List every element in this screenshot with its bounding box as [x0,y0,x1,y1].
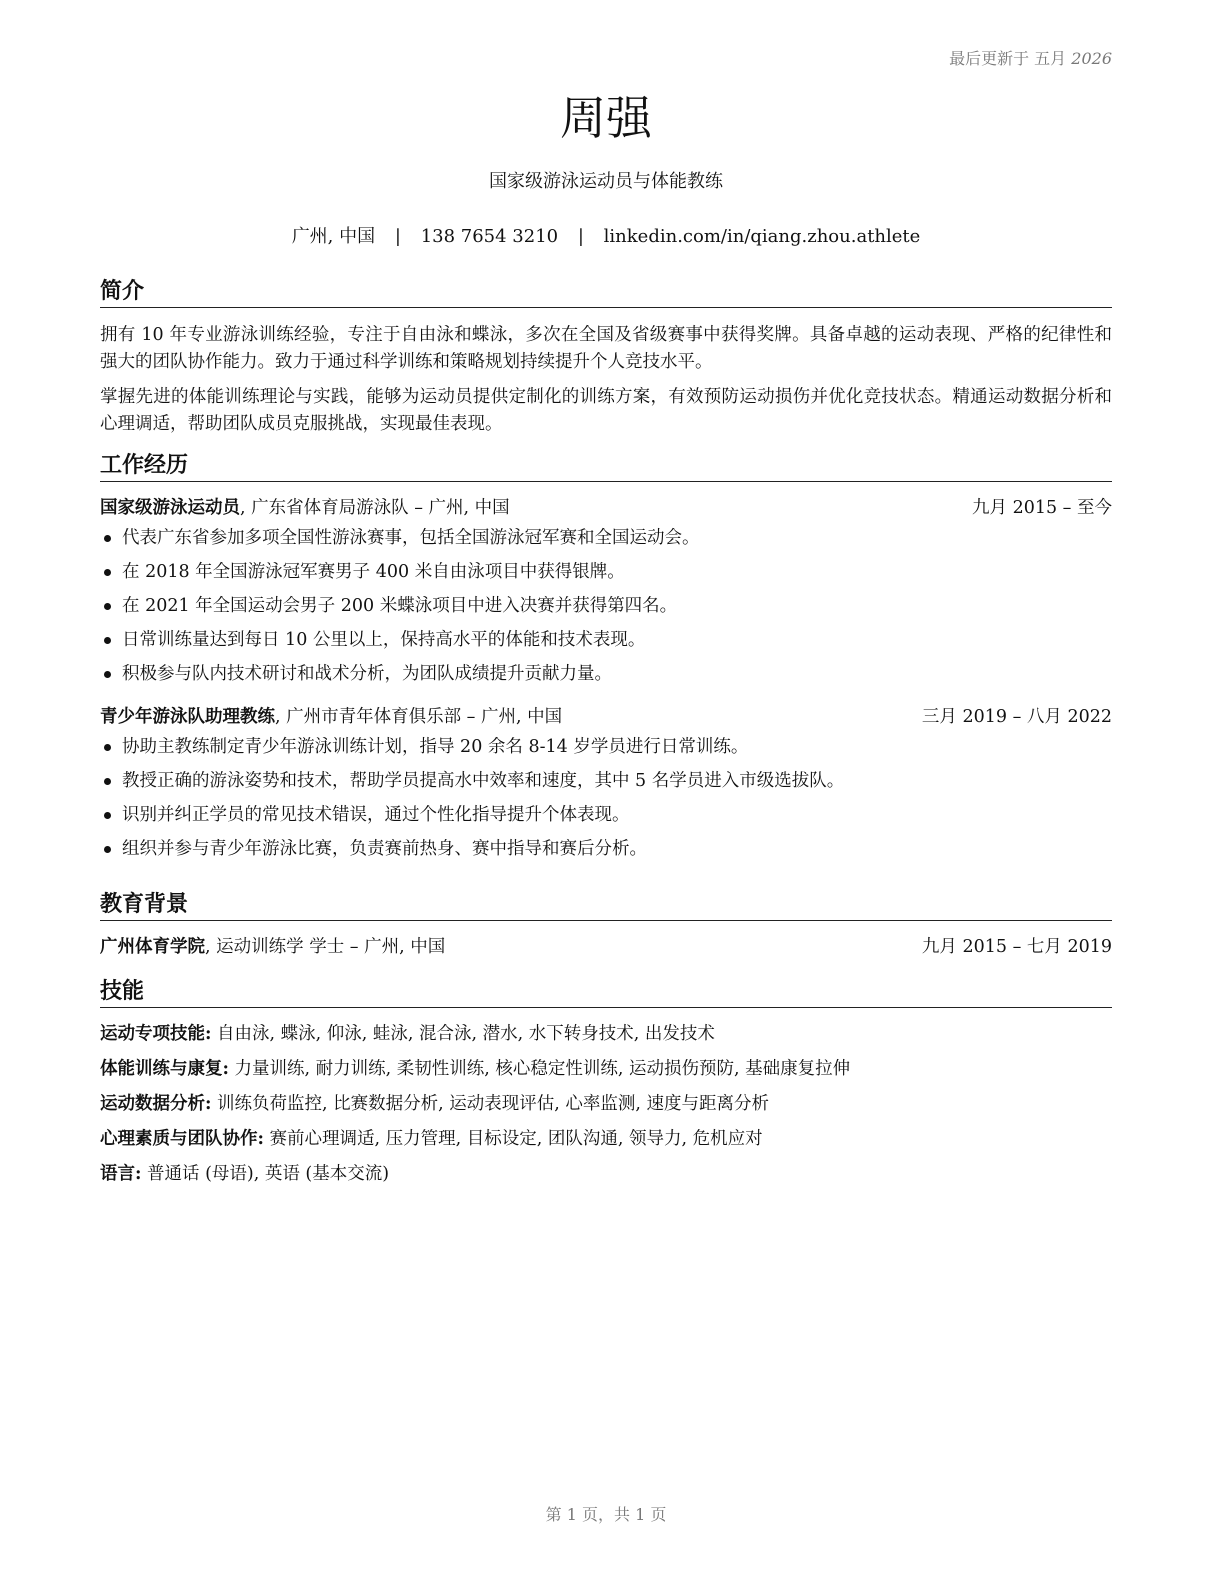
contact-linkedin-link[interactable]: linkedin.com/in/qiang.zhou.athlete [603,226,921,247]
list-item [100,661,1112,687]
skill-value: 训练负荷监控, 比赛数据分析, 运动表现评估, 心率监测, 速度与距离分析 [211,1094,770,1114]
skill-label: 语言: [100,1164,142,1184]
job-entry [100,704,1112,862]
list-item [100,559,1112,585]
education-school: 广州体育学院 [100,937,205,957]
contact-location: 广州, 中国 [291,226,376,247]
list-item [100,836,1112,862]
experience-heading: 工作经历 [100,452,1112,482]
skill-row [100,1161,1112,1187]
resume-page [100,0,1112,1584]
bullet-text: 在 2021 年全国运动会男子 200 米蝶泳项目中进入决赛并获得第四名。 [122,596,678,616]
contact-separator: | [394,226,401,247]
skill-label: 运动数据分析: [100,1094,212,1114]
bullet-icon [104,846,111,853]
education-detail: , 运动训练学 学士 – 广州, 中国 [205,937,446,957]
skill-label: 心理素质与团队协作: [100,1129,264,1149]
bullet-icon [104,671,111,678]
page-number: 第 1 页，共 1 页 [545,1505,667,1524]
bullet-text: 识别并纠正学员的常见技术错误，通过个性化指导提升个体表现。 [122,805,630,825]
summary-section [100,278,1112,438]
bullet-icon [104,603,111,610]
contact-line [100,225,1112,249]
list-item [100,627,1112,653]
list-item [100,593,1112,619]
summary-paragraph: 掌握先进的体能训练理论与实践，能够为运动员提供定制化的训练方案，有效预防运动损伤并优化竞技状态。精通运动数据分析和心理调适，帮助团队成员克服挑战，实现最佳表现。 [100,387,1112,434]
skill-value: 力量训练, 耐力训练, 柔韧性训练, 核心稳定性训练, 运动损伤预防, 基础康复拉伸 [228,1059,851,1079]
last-updated [949,46,1112,69]
skill-label: 运动专项技能: [100,1024,212,1044]
bullet-text: 在 2018 年全国游泳冠军赛男子 400 米自由泳项目中获得银牌。 [122,562,625,582]
job-bullet-list [100,734,1112,862]
summary-heading: 简介 [100,278,1112,308]
skill-value: 自由泳, 蝶泳, 仰泳, 蛙泳, 混合泳, 潜水, 水下转身技术, 出发技术 [211,1024,715,1044]
list-item [100,525,1112,551]
job-header [100,704,1112,730]
bullet-text: 日常训练量达到每日 10 公里以上，保持高水平的体能和技术表现。 [122,630,646,650]
skills-section [100,978,1112,1196]
list-item [100,802,1112,828]
education-section [100,891,1112,960]
bullet-icon [104,744,111,751]
job-organization: , 广东省体育局游泳队 – 广州, 中国 [240,498,510,518]
person-title: 国家级游泳运动员与体能教练 [489,171,723,192]
bullet-icon [104,778,111,785]
contact-separator: | [577,226,584,247]
bullet-icon [104,637,111,644]
skills-list [100,1021,1112,1187]
job-dates: 三月 2019 – 八月 2022 [921,707,1112,727]
skill-row [100,1126,1112,1152]
list-item [100,768,1112,794]
person-name: 周强 [560,91,652,145]
last-updated-prefix: 最后更新于 五月 [949,49,1067,68]
skill-row [100,1021,1112,1047]
contact-phone: 138 7654 3210 [420,226,559,247]
summary-paragraph: 拥有 10 年专业游泳训练经验，专注于自由泳和蝶泳，多次在全国及省级赛事中获得奖牌。具备卓越的运动表现、严格的纪律性和强大的团队协作能力。致力于通过科学训练和策略规划持续提升个人竞技水平。 [100,325,1112,372]
bullet-text: 代表广东省参加多项全国性游泳赛事，包括全国游泳冠军赛和全国运动会。 [122,528,700,548]
bullet-text: 教授正确的游泳姿势和技术，帮助学员提高水中效率和速度，其中 5 名学员进入市级选拔队。 [122,771,845,791]
last-updated-year: 2026 [1071,49,1112,68]
skill-value: 赛前心理调适, 压力管理, 目标设定, 团队沟通, 领导力, 危机应对 [263,1129,763,1149]
bullet-text: 积极参与队内技术研讨和战术分析，为团队成绩提升贡献力量。 [122,664,612,684]
job-role: 青少年游泳队助理教练 [100,707,275,727]
job-role: 国家级游泳运动员 [100,498,240,518]
list-item [100,734,1112,760]
job-dates: 九月 2015 – 至今 [972,498,1112,518]
bullet-icon [104,569,111,576]
skill-value: 普通话 (母语), 英语 (基本交流) [141,1164,390,1184]
job-entry [100,495,1112,687]
skill-row [100,1091,1112,1117]
education-heading: 教育背景 [100,891,1112,921]
bullet-icon [104,812,111,819]
skill-label: 体能训练与康复: [100,1059,229,1079]
job-bullet-list [100,525,1112,687]
experience-section [100,452,1112,870]
skill-row [100,1056,1112,1082]
education-dates: 九月 2015 – 七月 2019 [921,937,1112,957]
bullet-icon [104,535,111,542]
education-entry [100,934,1112,960]
bullet-text: 组织并参与青少年游泳比赛，负责赛前热身、赛中指导和赛后分析。 [122,839,647,859]
job-header [100,495,1112,521]
job-organization: , 广州市青年体育俱乐部 – 广州, 中国 [275,707,563,727]
skills-heading: 技能 [100,978,1112,1008]
bullet-text: 协助主教练制定青少年游泳训练计划，指导 20 余名 8-14 岁学员进行日常训练。 [122,737,749,757]
